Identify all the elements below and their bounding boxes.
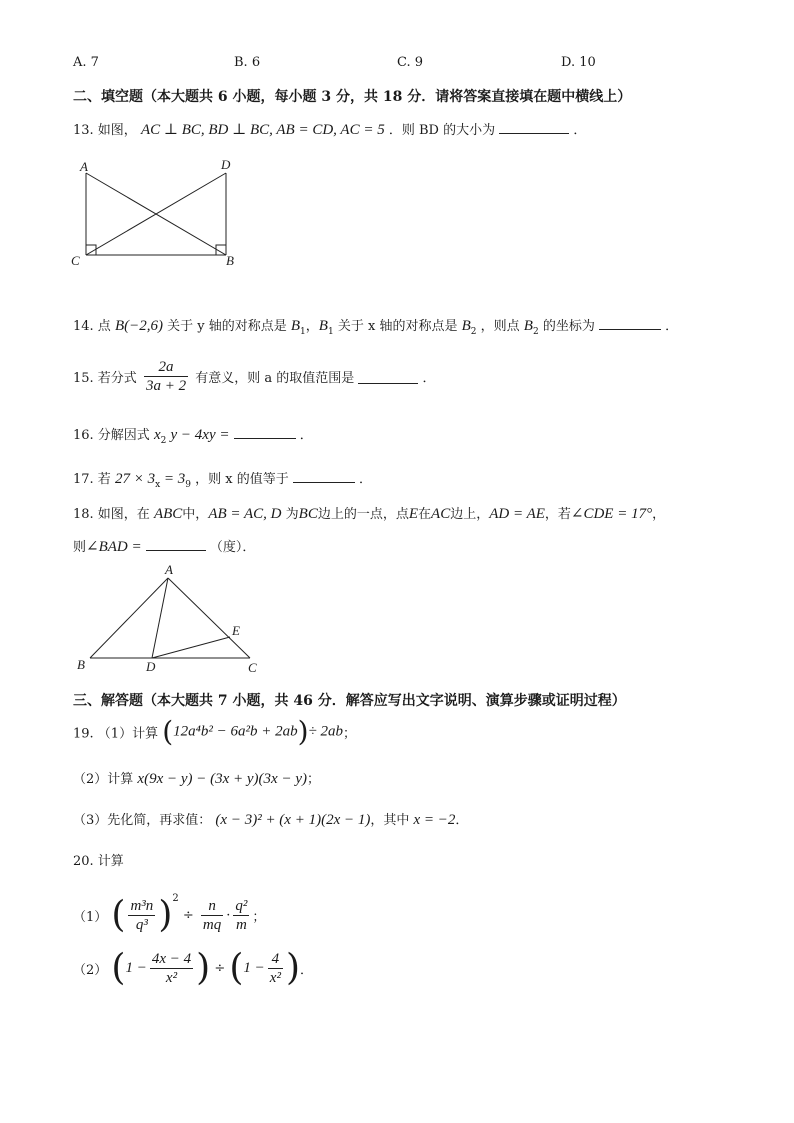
q14-b1: B xyxy=(290,318,301,334)
q17-expr-2: = 3 xyxy=(160,471,186,487)
question-15 xyxy=(73,358,436,395)
q18-bc: BC xyxy=(298,506,318,522)
q18-text-g: ，若 xyxy=(544,507,571,522)
q20-p1-fraction-1 xyxy=(128,897,155,934)
q18-ac: AC xyxy=(431,506,451,522)
q20-p1-exponent: 2 xyxy=(172,893,179,904)
q20-p1-label: （1） xyxy=(73,910,108,925)
q16-expr-b: y − 4xy = xyxy=(170,427,230,443)
q15-number: 15. 若分式 xyxy=(73,371,137,386)
question-13 xyxy=(73,119,586,139)
q14-b1-again-sub: 1 xyxy=(327,327,334,337)
q14-text-1: 关于 y 轴的对称点是 xyxy=(167,319,287,334)
q20-p2-left-paren-1: ( xyxy=(111,947,126,989)
q20-p1-fraction-3 xyxy=(233,897,249,934)
q18-triangle: ABC xyxy=(153,506,183,522)
question-14 xyxy=(73,315,678,337)
q13-label-d: D xyxy=(221,157,231,172)
question-19-part-1 xyxy=(73,715,357,748)
q13-number: 13. 如图， xyxy=(73,123,137,138)
q20-p2-fraction-2 xyxy=(268,950,283,987)
q13-end: ． xyxy=(573,123,587,138)
q19-p1-expr: 12a⁴b² − 6a²b + 2ab xyxy=(173,723,298,740)
q14-text-4: 的坐标为 xyxy=(542,319,595,334)
q18-figure xyxy=(72,558,272,678)
q17-number: 17. 若 xyxy=(73,472,111,487)
section2-heading: 二、填空题（本大题共 6 小题，每小题 3 分，共 18 分．请将答案直接填在题中横线上） xyxy=(73,89,632,105)
q20-p2-right-paren-2: ) xyxy=(285,947,300,989)
q20-p1-right-paren: ) xyxy=(158,894,173,936)
q14-text-3: ，则点 xyxy=(480,319,520,334)
q18-text-2a: 则 xyxy=(73,540,87,555)
q16-number: 16. 分解因式 xyxy=(73,428,150,443)
q17-expr-1-exp: x xyxy=(155,480,161,490)
q18-cond-2: AD = AE xyxy=(489,506,545,522)
q14-b2-again: B xyxy=(523,318,533,334)
q18-cond-3: ∠CDE = 17° xyxy=(570,506,653,522)
q20-p2-num-1: 4x − 4 xyxy=(151,951,192,967)
q18-text-f: 边上， xyxy=(450,507,490,522)
q20-p1-num-1: m³n xyxy=(130,898,154,914)
q20-p2-label: （2） xyxy=(73,963,108,978)
q13-condition: AC ⊥ BC, BD ⊥ BC, AB = CD, AC = 5 xyxy=(140,122,385,138)
question-19-part-3 xyxy=(73,809,468,829)
question-17 xyxy=(73,468,372,490)
section3-heading: 三、解答题（本大题共 7 小题，共 46 分．解答应写出文字说明、演算步骤或证明过程） xyxy=(73,693,626,709)
question-18-line-2 xyxy=(73,536,255,556)
q18-e: E xyxy=(408,506,419,522)
q16-end: ． xyxy=(299,428,313,443)
q18-cond-4: ∠BAD = xyxy=(86,539,142,555)
q19-p2-expr: x(9x − y) − (3x + y)(3x − y) xyxy=(137,771,307,787)
q20-p1-num-3: q² xyxy=(235,898,248,914)
question-20-part-2 xyxy=(73,947,313,989)
q18-label-e: E xyxy=(232,623,240,638)
q19-p2-label: （2）计算 xyxy=(73,772,134,787)
q14-end: ． xyxy=(665,319,679,334)
q18-label-d: D xyxy=(146,659,156,674)
q18-text-a: 18. 如图，在 xyxy=(73,507,150,522)
q15-answer-blank[interactable] xyxy=(358,370,418,384)
q20-p2-left-paren-2: ( xyxy=(229,947,244,989)
q13-label-c: C xyxy=(71,253,80,268)
q20-p1-dot: · xyxy=(226,908,231,923)
q19-p1-left-paren: ( xyxy=(162,715,174,748)
q17-answer-blank[interactable] xyxy=(293,469,355,483)
q17-expr-1: 27 × 3 xyxy=(114,471,156,487)
question-16 xyxy=(73,424,313,446)
q14-point: B(−2,6) xyxy=(114,318,163,334)
q19-p1-label: 19. （1）计算 xyxy=(73,726,159,742)
q20-p2-div: ÷ xyxy=(214,961,226,976)
q17-expr-2-exp: 9 xyxy=(185,480,192,490)
q15-numerator: 2a xyxy=(158,359,174,375)
q14-text-2: 关于 x 轴的对称点是 xyxy=(337,319,458,334)
q14-answer-blank[interactable] xyxy=(599,316,661,330)
q14-b2-sub: 2 xyxy=(470,327,477,337)
q17-tail: ，则 x 的值等于 xyxy=(195,472,289,487)
q13-answer-blank[interactable] xyxy=(499,120,569,134)
q19-p3-label: （3）先化简，再求值： xyxy=(73,813,212,828)
q19-p3-mid: ，其中 xyxy=(370,813,410,828)
q20-p2-right-paren-1: ) xyxy=(196,947,211,989)
q20-p1-num-2: n xyxy=(208,898,216,914)
q18-text-e: 在 xyxy=(418,507,432,522)
question-18-line-1 xyxy=(73,503,665,523)
q15-end: ． xyxy=(422,371,436,386)
q18-text-2b: （度）． xyxy=(209,540,256,555)
q13-tail: ．则 BD 的大小为 xyxy=(388,123,496,138)
question-19-part-2 xyxy=(73,768,320,788)
q20-p1-end: ； xyxy=(252,910,266,925)
q19-p2-end: ； xyxy=(307,772,321,787)
q20-p2-one-1: 1 − xyxy=(125,960,147,976)
q18-text-h: ， xyxy=(652,507,666,522)
q19-p1-end: ； xyxy=(343,726,357,742)
question-20-label: 20. 计算 xyxy=(73,854,124,869)
q19-p3-end: ． xyxy=(455,813,469,828)
q19-p3-value: x = −2 xyxy=(413,812,456,828)
q20-p2-den-1: x² xyxy=(150,968,193,987)
q18-text-b: 中， xyxy=(182,507,209,522)
q20-p1-den-2: mq xyxy=(202,917,222,933)
q18-label-a: A xyxy=(165,562,173,577)
q20-p2-end: ． xyxy=(299,963,313,978)
q18-label-b: B xyxy=(77,657,85,672)
q14-b1-sub: 1 xyxy=(300,327,306,337)
q20-p1-fraction-2 xyxy=(201,897,223,934)
q15-denominator: 3a + 2 xyxy=(145,378,187,394)
q18-text-d: 边上的一点，点 xyxy=(317,507,409,522)
q19-p1-right-paren: ) xyxy=(297,715,309,748)
q14-b1-again: B xyxy=(318,318,328,334)
option-d: D. 10 xyxy=(561,55,596,70)
q16-expr-a: x xyxy=(153,427,161,443)
q13-label-b: B xyxy=(226,253,234,268)
q15-fraction xyxy=(144,358,188,395)
q15-tail: 有意义，则 a 的取值范围是 xyxy=(195,371,355,386)
q18-label-c: C xyxy=(248,660,257,675)
q14-b2-again-sub: 2 xyxy=(532,327,539,337)
q14-comma: ， xyxy=(305,319,319,334)
q14-b2: B xyxy=(461,318,471,334)
option-a: A. 7 xyxy=(73,55,99,70)
q16-answer-blank[interactable] xyxy=(234,425,296,439)
option-b: B. 6 xyxy=(234,55,261,70)
q20-p2-num-2: 4 xyxy=(271,951,280,967)
q20-p1-div: ÷ xyxy=(182,908,194,923)
q13-figure xyxy=(68,155,248,270)
question-20-part-1 xyxy=(73,893,265,934)
q13-label-a: A xyxy=(80,159,88,174)
q20-p2-one-2: 1 − xyxy=(243,960,265,976)
q20-p2-fraction-1 xyxy=(150,950,193,987)
q17-end: ． xyxy=(359,472,373,487)
q20-p1-den-3: m xyxy=(233,915,249,934)
q20-p1-den-1: q³ xyxy=(128,915,155,934)
q20-p2-den-2: x² xyxy=(269,970,281,986)
q19-p1-tail: ÷ 2ab xyxy=(308,723,344,740)
q16-expr-exp: 2 xyxy=(160,436,167,446)
q18-text-c: 为 xyxy=(285,507,299,522)
option-c: C. 9 xyxy=(397,55,424,70)
q18-answer-blank[interactable] xyxy=(146,537,206,551)
q14-number: 14. 点 xyxy=(73,319,111,334)
q18-cond-1: AB = AC, D xyxy=(208,506,282,522)
q19-p3-expr: (x − 3)² + (x + 1)(2x − 1) xyxy=(215,812,371,828)
q20-p1-left-paren: ( xyxy=(111,894,126,936)
